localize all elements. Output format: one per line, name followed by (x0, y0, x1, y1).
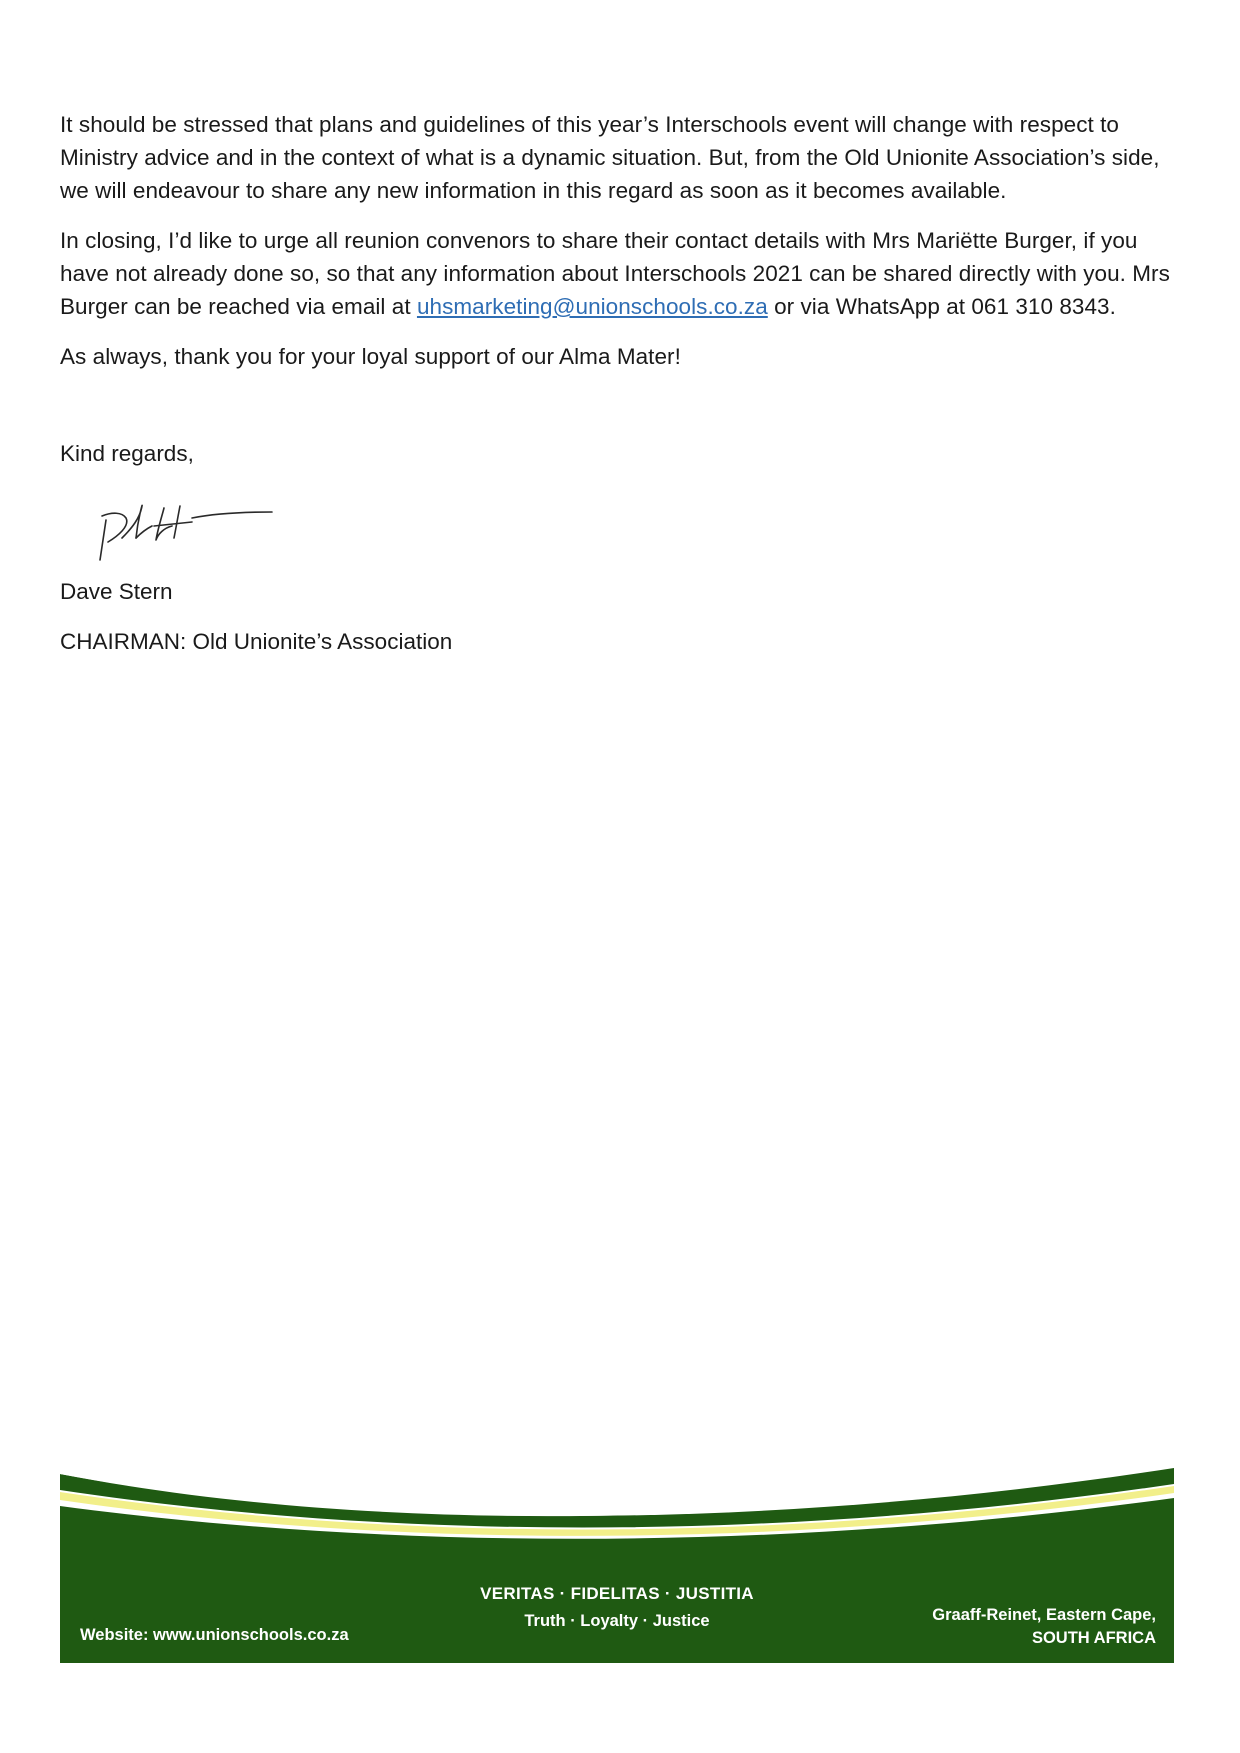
footer-banner (60, 1462, 1174, 1663)
footer-location-line1: Graaff-Reinet, Eastern Cape, (932, 1606, 1156, 1624)
handwritten-signature (92, 498, 282, 568)
paragraph-interschools-guidelines: It should be stressed that plans and guidelines of this year’s Interschools event will change with respect to Ministry advice and in the context of what is a dynamic situation. But, from the Old Unionite Association’s side, we will endeavour to share any new information in this regard as soon as it becomes available. (60, 112, 1160, 203)
email-link[interactable]: uhsmarketing@unionschools.co.za (416, 294, 768, 319)
letter-body (60, 108, 1185, 390)
paragraph-whatsapp-text: or via WhatsApp at 061 310 8343. (767, 294, 1116, 319)
paragraph-closing-text: In closing, I’d like to urge all reunion convenors to share their contact details with Mrs Mariëtte Burger, if you have not already done so, so that any information about Interschools 2021 can be shared directly with you. Mrs Burger can be reached via email at (60, 228, 1170, 319)
signer-title: CHAIRMAN: Old Unionite’s Association (60, 629, 453, 654)
footer-location-line2: SOUTH AFRICA (1031, 1629, 1156, 1647)
signer-name: Dave Stern (60, 579, 173, 604)
footer-website: Website: www.unionschools.co.za (80, 1626, 349, 1644)
paragraph-thanks: As always, thank you for your loyal support of our Alma Mater! (60, 344, 681, 369)
paragraph-closing-request (60, 224, 1185, 323)
closing-salutation: Kind regards, (60, 441, 194, 466)
footer-location (932, 1604, 1156, 1650)
footer-motto-english: Truth · Loyalty · Justice (524, 1612, 710, 1630)
footer-motto-latin: VERITAS · FIDELITAS · JUSTITIA (480, 1584, 754, 1603)
